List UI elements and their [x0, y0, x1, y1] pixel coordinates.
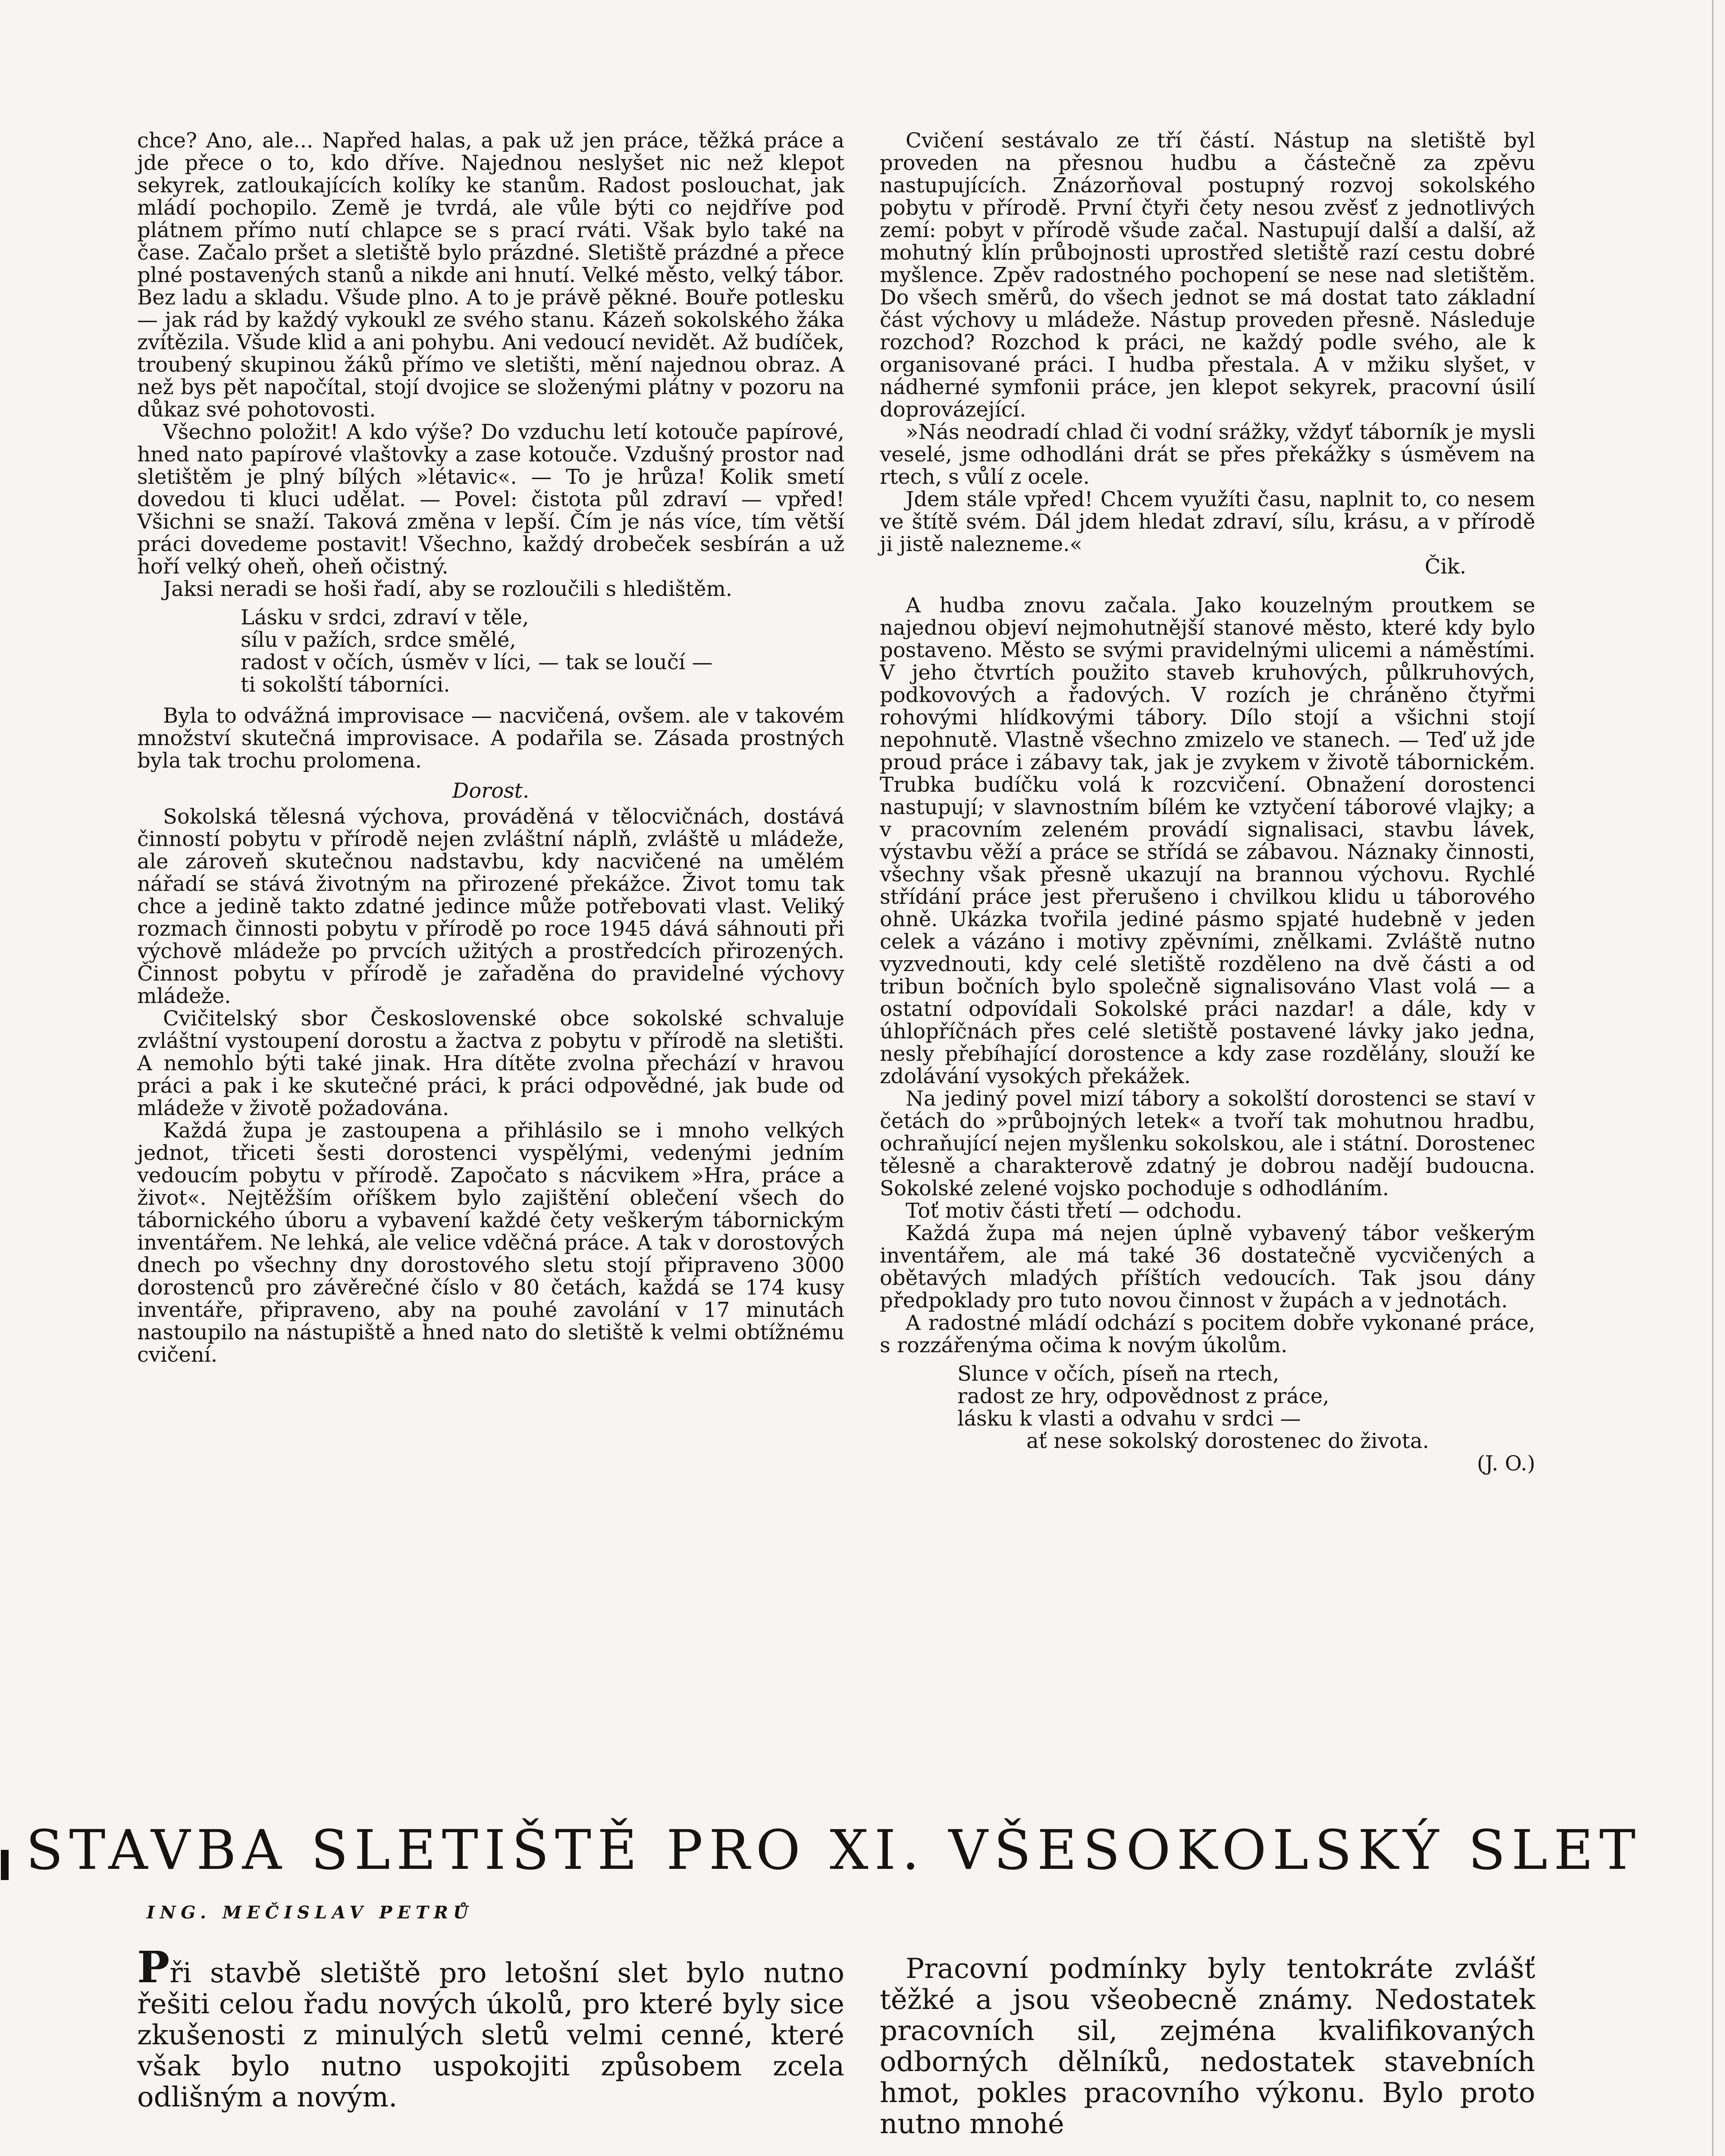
verse-line: radost ze hry, odpovědnost z práce, [957, 1384, 1330, 1408]
section-heading: Dorost. [452, 779, 530, 803]
verse-line: ať nese sokolský dorostenec do života. [1026, 1429, 1429, 1453]
article-signature: (J. O.) [1477, 1451, 1535, 1476]
quote-signature: Čik. [1424, 555, 1466, 579]
paragraph: Na jediný povel mizí tábory a sokolští dorostenci se staví v četách do »průbojných letek« a tvoří tak mohutnou hradbu, ochraňující nejen myšlenku sokolskou, ale i státní. Dorostenec tělesně a charakterově zdatný je dobrou nadějí budoucna. Sokolské zelené vojsko pochoduje s odhodláním. [880, 1087, 1535, 1200]
paragraph: Jdem stále vpřed! Chcem využíti času, naplnit to, co nesem ve štítě svém. Dál jdem hledat zdraví, sílu, krásu, a v přírodě ji jistě nalezneme.« [880, 487, 1535, 556]
lead-right [880, 1953, 1535, 2140]
verse-line: Slunce v očích, píseň na rtech, [957, 1362, 1280, 1386]
verse-line: ti sokolští táborníci. [241, 673, 450, 697]
verse-line: Lásku v srdci, zdraví v těle, [241, 605, 529, 630]
paragraph: A hudba znovu začala. Jako kouzelným proutkem se najednou objeví nejmohutnější stanové město, které kdy bylo postaveno. Město se svými pravidelnými ulicemi a náměstími. V jeho čtvrtích použito staveb kruhových, půlkruhových, podkovových a řadových. V rozích je chráněno čtyřmi rohovými hlídkovými tábory. Dílo stojí a všichni stojí nepohnutě. Vlastně všechno zmizelo ve stanech. — Teď už jde proud práce i zábavy tak, jak je zvykem v životě tábornickém. Trubka budíčku volá k rozcvičení. Obnažení dorostenci nastupují; v slavnostním bílém ke vztyčení táborové vlajky; a v pracovním zeleném provádí signalisaci, stavbu lávek, výstavbu věží a práce se střídá se zábavou. Náznaky činnosti, všechny však přesně ukazují na brannou výchovu. Rychlé střídání práce jest přerušeno i chvilkou klidu u táborového ohně. Ukázka tvořila jediné pásmo spjaté hudebně v jeden celek a vázáno i motivy zpěvními, znělkami. Zvláště nutno vyzvednouti, kdy celé sletiště rozděleno na dvě části a od tribun bočních bylo společně signalisováno Vlast volá — a ostatní odpovídali Sokolské práci nazdar! a dále, kdy v úhlopříčnách přes celé sletiště postavené lávky jako jedna, nesly přebíhající dorostence a kdy zase rozdělány, slouží ke zdolávání vysokých překážek. [880, 593, 1535, 1088]
paragraph: Každá župa je zastoupena a přihlásilo se i mnoho velkých jednot, třiceti šesti dorostenci vyspělými, vedenými jedním vedoucím pobytu v přírodě. Započato s nácvikem »Hra, práce a život«. Nejtěžším oříškem bylo zajištění oblečení všech do tábornického úboru a vybavení každé čety veškerým tábornickým inventářem. Ne lehká, ale velice vděčná práce. A tak v dorostových dnech po všechny dny dorostového sletu stojí připraveno 3000 dorostenců pro závěrečné číslo v 80 četách, každá se 174 kusy inventáře, připraveno, aby na pouhé zavolání v 17 minutách nastoupilo na nástupiště a hned nato do sletiště k velmi obtížnému cvičení. [137, 1119, 844, 1367]
left-column [137, 129, 844, 1366]
binding-mark [1, 1850, 9, 1880]
lead-left [137, 1942, 844, 2113]
verse [957, 1363, 1535, 1452]
spacer [880, 578, 1535, 594]
verse [241, 606, 844, 696]
drop-cap: P [137, 1942, 170, 1993]
scan-line [1712, 0, 1713, 2156]
right-column [880, 129, 1535, 1475]
verse-line: radost v očích, úsměv v líci, — tak se loučí — [241, 650, 713, 674]
paragraph: Cvičení sestávalo ze tří částí. Nástup na sletiště byl proveden na přesnou hudbu a částečně za zpěvu nastupujících. Znázorňoval postupný rozvoj sokolského pobytu v přírodě. První čtyři čety nesou zvěsť z jednotlivých zemí: pobyt v přírodě všude začal. Nastupují další a další, až mohutný klín průbojnosti uprostřed sletiště razí cestu dobré myšlence. Zpěv radostného pochopení se nese nad sletištěm. Do všech směrů, do všech jednot se má dostat tato základní část výchovy u mládeže. Nástup proveden přesně. Následuje rozchod? Rozchod k práci, ne každý podle svého, ale k organisované práci. I hudba přestala. A v mžiku slyšet, v nádherné symfonii práce, jen klepot sekyrek, pracovní úsilí doprovázející. [880, 128, 1535, 422]
article-author: ING. MEČISLAV PETRŮ [147, 1902, 474, 1923]
paragraph: Byla to odvážná improvisace — nacvičená, ovšem. ale v takovém množství skutečná improvisace. A podařila se. Zásada prostných byla tak trochu prolomena. [137, 704, 844, 773]
paragraph: Sokolská tělesná výchova, prováděná v tělocvičnách, dostává činností pobytu v přírodě nejen zvláštní náplň, zvláště u mládeže, ale zároveň skutečnou nadstavbu, kdy nacvičené na umělém nářadí se stává životným na přirozené překážce. Život tomu tak chce a jedině takto zdatné jedince může potřebovati vlast. Veliký rozmach činnosti pobytu v přírodě po roce 1945 dává sáhnouti při výchově mládeže po prvcích užitých a prostředcích přirozených. Činnost pobytu v přírodě je zařaděna do pravidelné výchovy mládeže. [137, 805, 844, 1008]
article-title: STAVBA SLETIŠTĚ PRO XI. VŠESOKOLSKÝ SLET [26, 1818, 1642, 1882]
lead-paragraph [137, 1942, 844, 2113]
paragraph: Cvičitelský sbor Československé obce sokolské schvaluje zvláštní vystoupení dorostu a žactva z pobytu v přírodě na sletišti. A nemohlo býti také jinak. Hra dítěte zvolna přechází v hravou práci a pak i ke skutečné práci, k práci odpovědné, jak bude od mládeže v životě požadována. [137, 1006, 844, 1120]
lead-text: ři stavbě sletiště pro letošní slet bylo nutno řešiti celou řadu nových úkolů, pro které byly sice zkušenosti z minulých sletů velmi cenné, které však bylo nutno uspokojiti způsobem zcela odlišným a novým. [137, 1957, 844, 2113]
paragraph: A radostné mládí odchází s pocitem dobře vykonané práce, s rozzářenýma očima k novým úkolům. [880, 1311, 1535, 1357]
verse-line: lásku k vlasti a odvahu v srdci — [957, 1407, 1301, 1431]
paragraph: »Nás neodradí chlad či vodní srážky, vždyť táborník je mysli veselé, jsme odhodláni drát se přes překážky s úsměvem na rtech, s vůlí z ocele. [880, 420, 1535, 489]
paragraph: Toť motiv části třetí — odchodu. [906, 1199, 1242, 1223]
paragraph: chce? Ano, ale... Napřed halas, a pak už jen práce, těžká práce a jde přece o to, kdo dříve. Najednou neslyšet nic než klepot sekyrek, zatloukajících kolíky ke stanům. Radost poslouchat, jak mládí pochopilo. Země je tvrdá, ale vůle býti co nejdříve pod plátnem přímo nutí chlapce se s prací rváti. Však bylo také na čase. Začalo pršet a sletiště bylo prázdné. Sletiště prázdné a přece plné postavených stanů a nikde ani hnutí. Velké město, velký tábor. Bez ladu a skladu. Všude plno. A to je právě pěkné. Bouře potlesku — jak rád by každý vykoukl ze svého stanu. Kázeň sokolského žáka zvítězila. Všude klid a ani pohybu. Ani vedoucí nevidět. Až budíček, troubený skupinou žáků přímo ve sletišti, mění najednou obraz. A než bys pět napočítal, stojí dvojice se složenými plátny v pozoru na důkaz své pohotovosti. [137, 128, 844, 422]
paragraph: Každá župa má nejen úplně vybavený tábor veškerým inventářem, ale má také 36 dostatečně vycvičených a obětavých mladých příštích vedoucích. Tak jsou dány předpoklady pro tuto novou činnost v župách a v jednotách. [880, 1221, 1535, 1313]
paragraph: Všechno položit! A kdo výše? Do vzduchu letí kotouče papírové, hned nato papírové vlaštovky a zase kotouče. Vzdušný prostor nad sletištěm je plný bílých »létavic«. — To je hrůza! Kolik smetí dovedou ti kluci udělat. — Povel: čistota půl zdraví — vpřed! Všichni se snaží. Taková změna v lepší. Čím je nás více, tím větší práci dovedeme postavit! Všechno, každý drobeček sesbírán a už hoří velký oheň, oheň očistný. [137, 420, 844, 579]
verse-line: sílu v pažích, srdce smělé, [241, 628, 516, 652]
lead-paragraph: Pracovní podmínky byly tentokráte zvlášť těžké a jsou všeobecně známy. Nedostatek pracovních sil, zejména kvalifikovaných odborných dělníků, nedostatek stavebních hmot, pokles pracovního výkonu. Bylo proto nutno mnohé [880, 1953, 1535, 2140]
paragraph: Jaksi neradi se hoši řadí, aby se rozloučili s hledištěm. [163, 577, 733, 601]
